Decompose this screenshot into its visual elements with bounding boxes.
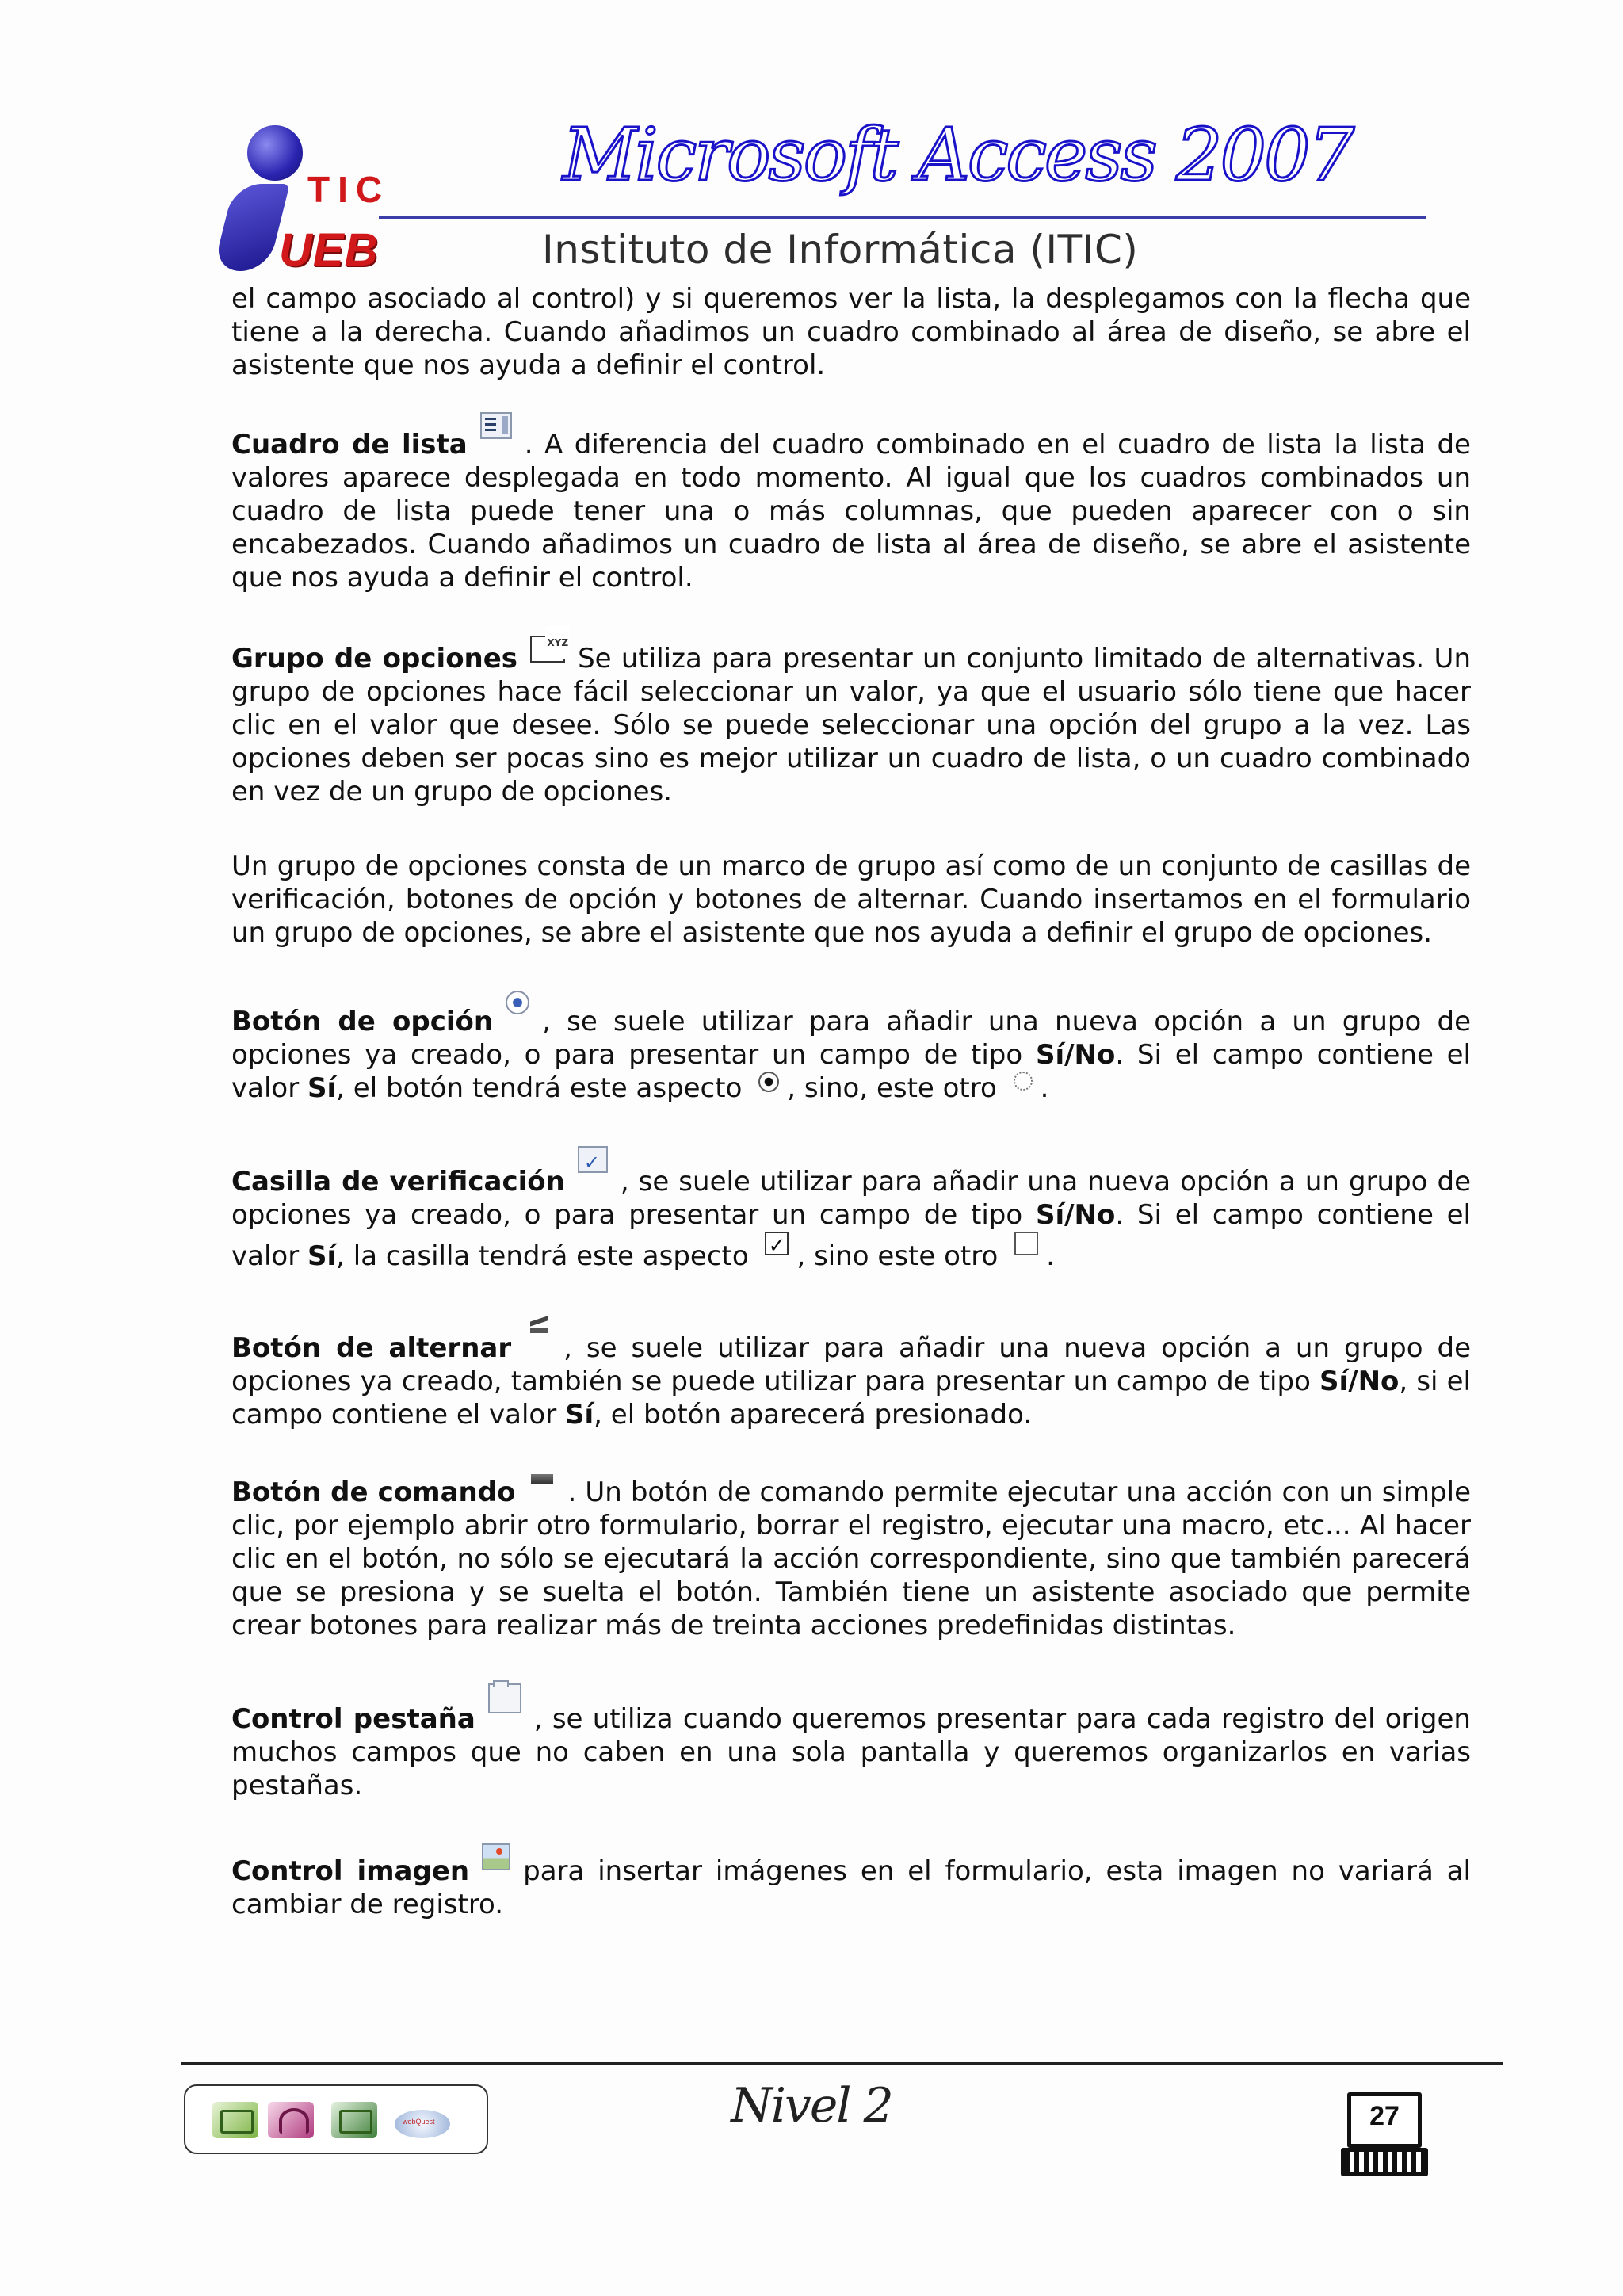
option-group-paragraph-2: Un grupo de opciones consta de un marco de grupo así como de un conjunto de casillas de verificación, botones de opción y botones de alternar. Cuando insertamos en el formulario un grupo de opciones, se abre el asistente que nos ayuda a definir el grupo de opciones. <box>231 850 1471 949</box>
option-button-paragraph: Botón de opción , se suele utilizar para añadir una nueva opción a un grupo de opciones ya creado, o para presentar un campo de tipo Sí/No. Si el campo contiene el valor Sí, el botón tendrá este aspecto , sino, este otro . <box>231 991 1471 1105</box>
tab-control-paragraph: Control pestaña , se utiliza cuando queremos presentar para cada registro del origen muchos campos que no caben en una sola pantalla y queremos organizarlos en varias pestañas. <box>231 1683 1471 1802</box>
header-divider <box>379 216 1426 219</box>
command-button-paragraph: Botón de comando . Un botón de comando permite ejecutar una acción con un simple clic, por ejemplo abrir otro formulario, borrar el registro, ejecutar una macro, etc... Al hacer clic en el botón, no sólo se ejecutará la acción correspondiente, sino que también parecerá que se presiona y se suelta el botón. También tiene un asistente asociado que permite crear botones para realizar más de treinta acciones predefinidas distintas. <box>231 1473 1471 1642</box>
image-control-paragraph: Control imagen para insertar imágenes en el formulario, esta imagen no variará al cambiar de registro. <box>231 1843 1471 1921</box>
logo-tic-text: TIC <box>307 169 391 210</box>
tab-control-icon <box>488 1683 521 1713</box>
term-heading: Cuadro de lista <box>231 429 468 460</box>
footer-level-label: Nivel 2 <box>731 2078 892 2134</box>
list-box-icon <box>480 412 512 439</box>
logo-ueb-text: UEB <box>279 224 379 276</box>
term-heading: Botón de alternar <box>231 1332 512 1364</box>
term-heading: Control pestaña <box>231 1703 475 1735</box>
option-group-icon <box>530 636 565 663</box>
term-heading: Botón de opción <box>231 1006 494 1037</box>
toggle-button-icon <box>524 1314 551 1346</box>
radio-selected-icon <box>758 1072 779 1092</box>
keyboard-icon <box>1341 2148 1428 2176</box>
toggle-button-paragraph: Botón de alternar , se suele utilizar para añadir una nueva opción a un grupo de opciones ya creado, también se puede utilizar para presentar un campo de tipo Sí/No, si el campo contiene el valor Sí, el botón aparecerá presionado. <box>231 1314 1471 1431</box>
page-header <box>0 0 1623 285</box>
check-box-paragraph: Casilla de verificación✓ , se suele utilizar para añadir una nueva opción a un grupo de opciones ya creado, o para presentar un campo de tipo Sí/No. Si el campo contiene el valor Sí, la casilla tendrá este aspecto ✓, sino este otro . <box>231 1146 1471 1273</box>
page-number-computer-icon <box>1341 2092 1428 2172</box>
monitor-icon <box>1347 2092 1422 2148</box>
term-heading: Control imagen <box>231 1855 470 1887</box>
checkbox-checked-icon <box>765 1232 789 1255</box>
page-number: 27 <box>1369 2101 1400 2131</box>
header-title: Microsoft Access 2007 <box>563 113 1353 197</box>
term-heading: Botón de comando <box>231 1477 516 1508</box>
term-heading: Grupo de opciones <box>231 643 518 674</box>
page-body <box>231 282 1471 1921</box>
footer-divider <box>181 2062 1503 2065</box>
list-box-paragraph: Cuadro de lista . A diferencia del cuadro combinado en el cuadro de lista la lista de valores aparece desplegada en todo momento. Al igual que los cuadros combinados un cuadro de lista puede tener una o más columnas, que pueden aparecer con o sin encabezados. Cuando añadimos un cuadro de lista al área de diseño, se abre el asistente que nos ayuda a definir el control. <box>231 423 1471 594</box>
command-button-icon <box>528 1473 555 1488</box>
checkbox-unchecked-icon <box>1014 1232 1038 1255</box>
image-control-icon <box>482 1843 510 1870</box>
logo-ball-icon <box>247 125 303 181</box>
intro-paragraph: el campo asociado al control) y si queremos ver la lista, la desplegamos con la flecha que tiene a la derecha. Cuando añadimos un cuadro combinado al área de diseño, se abre el asistente que nos ayuda a definir el control. <box>231 283 1471 381</box>
check-box-icon <box>578 1146 608 1173</box>
term-heading: Casilla de verificación <box>231 1166 565 1198</box>
radio-unselected-icon <box>1014 1072 1033 1091</box>
option-button-icon <box>506 991 529 1014</box>
option-group-paragraph: Grupo de opcionesXYZ Se utiliza para presentar un conjunto limitado de alternativas. Un grupo de opciones hace fácil seleccionar un valor, ya que el usuario sólo tiene que hacer clic en el valor que desee. Sólo se puede seleccionar una opción del grupo a la vez. Las opciones deben ser pocas sino es mejor utilizar un cuadro de lista, o un cuadro combinado en vez de un grupo de opciones. <box>231 636 1471 808</box>
header-subtitle: Instituto de Informática (ITIC) <box>542 227 1139 273</box>
